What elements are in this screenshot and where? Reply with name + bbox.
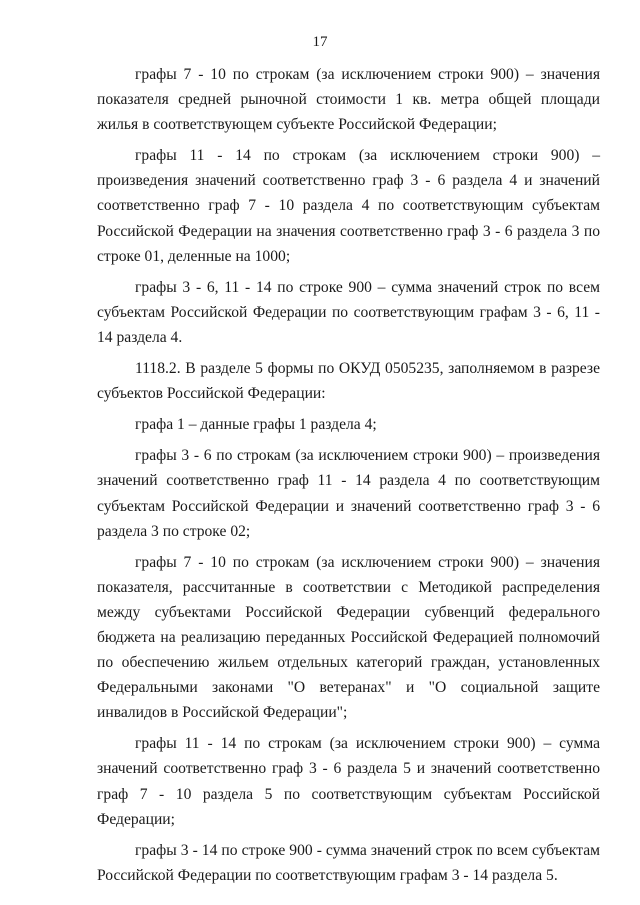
paragraph-graphs-7-10-methodology: графы 7 - 10 по строкам (за исключением строки 900) – значения показателя, рассчитанные в соответствии с Методикой распределения между субъектами Российской Федерации субвенций федерального бюджета на реализацию переданных Российской Федерацией полномочий по обеспечению жильем отдельных категорий граждан, установленных Федеральными законами "О ветеранах" и "О социальной защите инвалидов в Российской Федерации"; — [97, 553, 600, 722]
paragraph-graphs-7-10-market-value: графы 7 - 10 по строкам (за исключением строки 900) – значения показателя средней рыночной стоимости 1 кв. метра общей площади жилья в соответствующем субъекте Российской Федерации; — [97, 66, 600, 134]
paragraph-line-900-sum-section-4: графы 3 - 6, 11 - 14 по строке 900 – сумма значений строк по всем субъектам Российской Федерации по соответствующим графам 3 - 6, 11 - 14 раздела 4. — [97, 278, 600, 346]
paragraph-clause-1118-2: 1118.2. В разделе 5 формы по ОКУД 0505235, заполняемом в разрезе субъектов Российской Федерации: — [97, 360, 600, 403]
page-number: 17 — [312, 34, 328, 50]
paragraph-graphs-3-6-section-5: графы 3 - 6 по строкам (за исключением строки 900) – произведения значений соответственно граф 11 - 14 раздела 4 по соответствующим субъектам Российской Федерации и значений соответственно граф 3 - 6 раздела 3 по строке 02; — [97, 447, 600, 540]
document-body — [97, 62, 600, 894]
paragraph-graphs-11-14-sum-section-5: графы 11 - 14 по строкам (за исключением строки 900) – сумма значений соответственно граф 3 - 6 раздела 5 и значений соответственно граф 7 - 10 раздела 5 по соответствующим субъектам Российской Федерации; — [97, 735, 600, 828]
paragraph-graphs-11-14-products: графы 11 - 14 по строкам (за исключением строки 900) – произведения значений соответственно граф 3 - 6 раздела 4 и значений соответственно граф 7 - 10 раздела 4 по соответствующим субъектам Российской Федерации на значения соответственно граф 3 - 6 раздела 3 по строке 01, деленные на 1000; — [97, 147, 600, 265]
paragraph-graph-1: графа 1 – данные графы 1 раздела 4; — [135, 416, 377, 434]
paragraph-line-900-sum-section-5: графы 3 - 14 по строке 900 - сумма значений строк по всем субъектам Российской Федерации по соответствующим графам 3 - 14 раздела 5. — [97, 841, 600, 884]
